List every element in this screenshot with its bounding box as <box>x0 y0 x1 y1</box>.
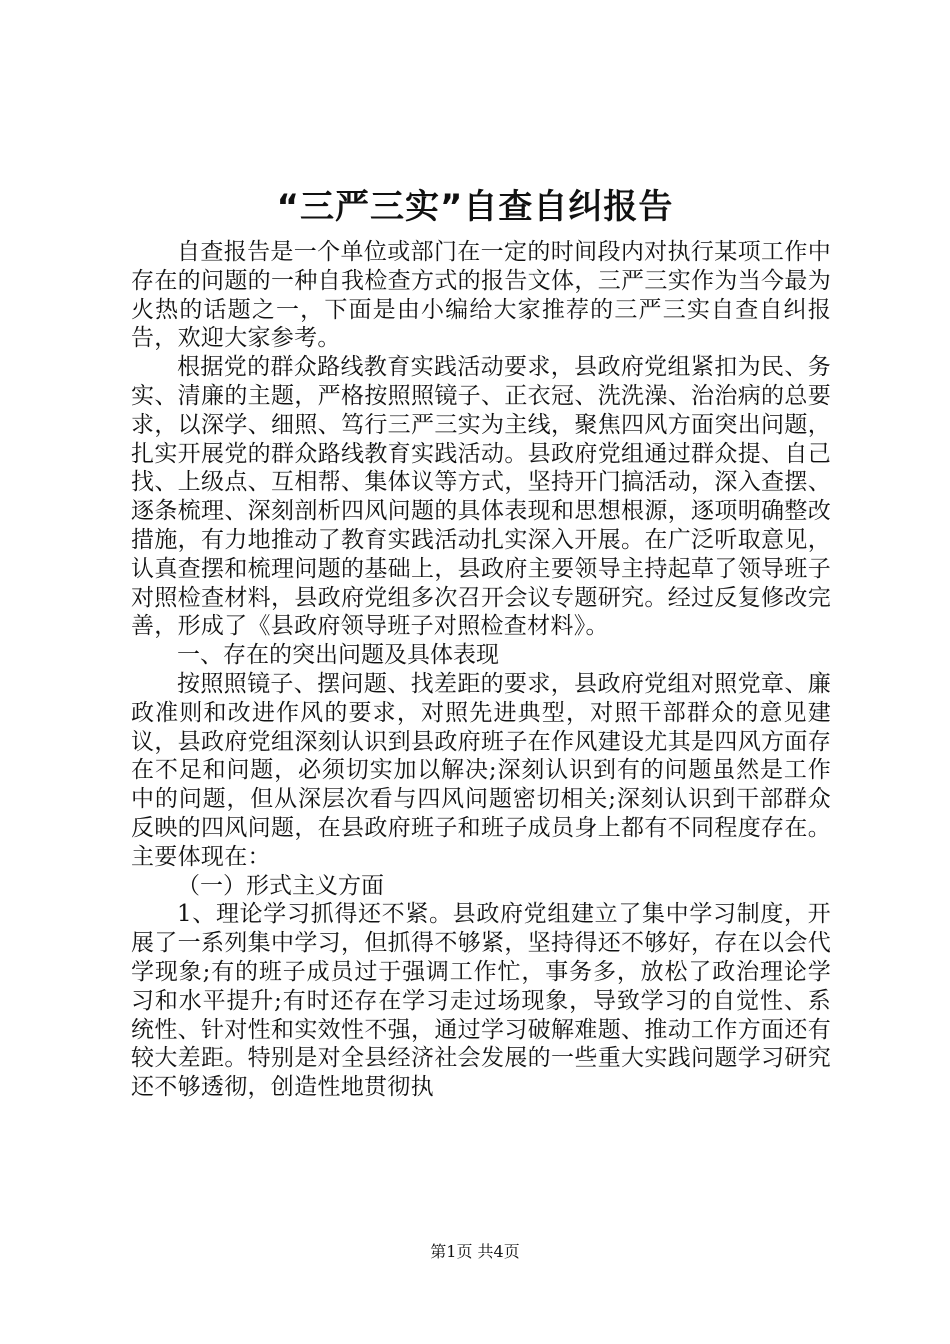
page-footer: 第1页 共4页 <box>430 1242 520 1261</box>
subsection-heading-1: （一）形式主义方面 <box>177 872 384 899</box>
document-title: “三严三实”自查自纠报告 <box>276 187 674 227</box>
item-1-paragraph: 1、理论学习抓得还不紧。县政府党组建立了集中学习制度，开展了一系列集中学习，但抓得不够紧，坚持得还不够好，存在以会代学现象;有的班子成员过于强调工作忙，事务多，放松了政治理论学习和水平提升;有时还存在学习走过场现象，导致学习的自觉性、系统性、针对性和实效性不强，通过学习破解难题、推动工作方面还有较大差距。特别是对全县经济社会发展的一些重大实践问题学习研究还不够透彻，创造性地贯彻执 <box>131 901 831 1101</box>
section-heading-1: 一、存在的突出问题及具体表现 <box>177 642 499 669</box>
intro-paragraph: 自查报告是一个单位或部门在一定的时间段内对执行某项工作中存在的问题的一种自我检查方式的报告文体，三严三实作为当今最为火热的话题之一，下面是由小编给大家推荐的三严三实自查自纠报告，欢迎大家参考。 <box>131 239 831 352</box>
background-paragraph: 根据党的群众路线教育实践活动要求，县政府党组紧扣为民、务实、清廉的主题，严格按照照镜子、正衣冠、洗洗澡、治治病的总要求，以深学、细照、笃行三严三实为主线，聚焦四风方面突出问题，扎实开展党的群众路线教育实践活动。县政府党组通过群众提、自己找、上级点、互相帮、集体议等方式，坚持开门搞活动，深入查摆、逐条梳理、深刻剖析四风问题的具体表现和思想根源，逐项明确整改措施，有力地推动了教育实践活动扎实深入开展。在广泛听取意见，认真查摆和梳理问题的基础上，县政府主要领导主持起草了领导班子对照检查材料，县政府党组多次召开会议专题研究。经过反复修改完善，形成了《县政府领导班子对照检查材料》。 <box>131 354 831 640</box>
section-1-paragraph: 按照照镜子、摆问题、找差距的要求，县政府党组对照党章、廉政准则和改进作风的要求，对照先进典型，对照干部群众的意见建议，县政府党组深刻认识到县政府班子在作风建设尤其是四风方面存在不足和问题，必须切实加以解决;深刻认识到有的问题虽然是工作中的问题，但从深层次看与四风问题密切相关;深刻认识到干部群众反映的四风问题，在县政府班子和班子成员身上都有不同程度存在。主要体现在： <box>131 670 831 870</box>
document-body <box>131 238 831 1102</box>
